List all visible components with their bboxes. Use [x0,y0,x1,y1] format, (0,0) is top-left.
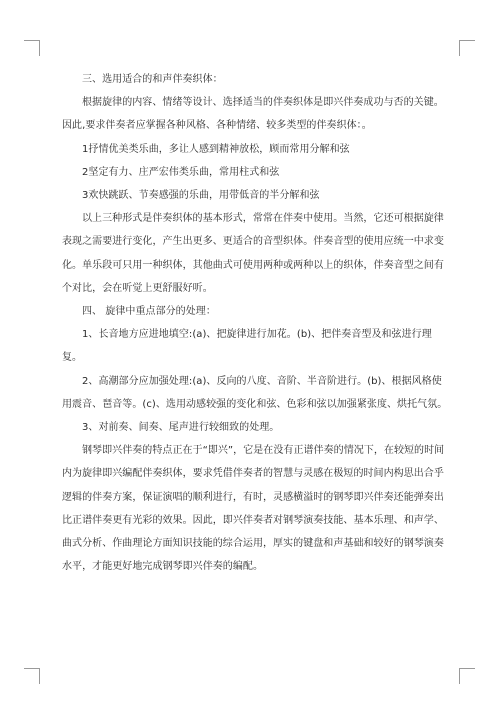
crop-mark-top-right [459,40,475,41]
section-heading: 三、选用适合的和声伴奏织体： [82,74,223,85]
list-item: 1抒情优美类乐曲，多让人感到精神放松，顾而常用分解和弦 [82,143,350,155]
list-item: 2、高潮部分应加强处理:(a)、反向的八度、音阶、半音阶进行。(b)、根据风格使用震音、琶音等。(c)、选用动感较强的变化和弦、色彩和弦以加强紧张度、烘托气氛。 [62,375,448,410]
crop-mark-bottom-left [39,668,40,684]
list-item: 1、长音地方应进地填空:(a)、把旋律进行加花。(b)、把伴奏音型及和弦进行理复。 [62,329,432,364]
crop-mark-bottom-left [24,668,40,669]
crop-mark-top-left [24,40,40,41]
document-body [62,68,448,578]
crop-mark-bottom-right [459,668,475,669]
list-item: 2坚定有力、庄严宏伟类乐曲，常用柱式和弦 [82,166,280,178]
crop-mark-bottom-right [459,668,460,684]
paragraph: 根据旋律的内容、情绪等设计、选择适当的伴奏织体是即兴伴奏成功与否的关键。因此,要求伴奏者应掌握各种风格、各种情绪、较多类型的伴奏织体：。 [62,97,444,132]
list-item: 3欢快跳跃、节奏感强的乐曲，用带低音的半分解和弦 [82,190,320,202]
section-heading: 四、 旋律中重点部分的处理： [82,306,216,318]
crop-mark-top-right [459,40,460,56]
crop-mark-top-left [39,40,40,56]
paragraph: 钢琴即兴伴奏的特点正在于“即兴”，它是在没有正谱伴奏的情况下，在较短的时间内为旋律即兴编配伴奏织体，要求凭借伴奏者的智慧与灵感在极短的时间内构思出合乎逻辑的伴奏方案，保证演唱的顺利进行，有时，灵感横溢时的钢琴即兴伴奏还能弹奏出比正谱伴奏更有光彩的效果。因此，即兴伴奏者对钢琴演奏技能、基本乐理、和声学、曲式分析、作曲理论方面知识技能的综合运用，厚实的键盘和声基础和较好的钢琴演奏水平，才能更好地完成钢琴即兴伴奏的编配。 [62,445,445,573]
list-item: 3、对前奏、间奏、尾声进行较细致的处理。 [82,422,280,434]
paragraph: 以上三种形式是伴奏织体的基本形式，常常在伴奏中使用。当然，它还可根据旋律表现之需要进行变化，产生出更多、更适合的音型织体。伴奏音型的使用应统一中求变化。单乐段可只用一种织体，其他曲式可使用两种或两种以上的织体，伴奏音型之间有个对比，会在听觉上更舒服好听。 [62,213,444,294]
